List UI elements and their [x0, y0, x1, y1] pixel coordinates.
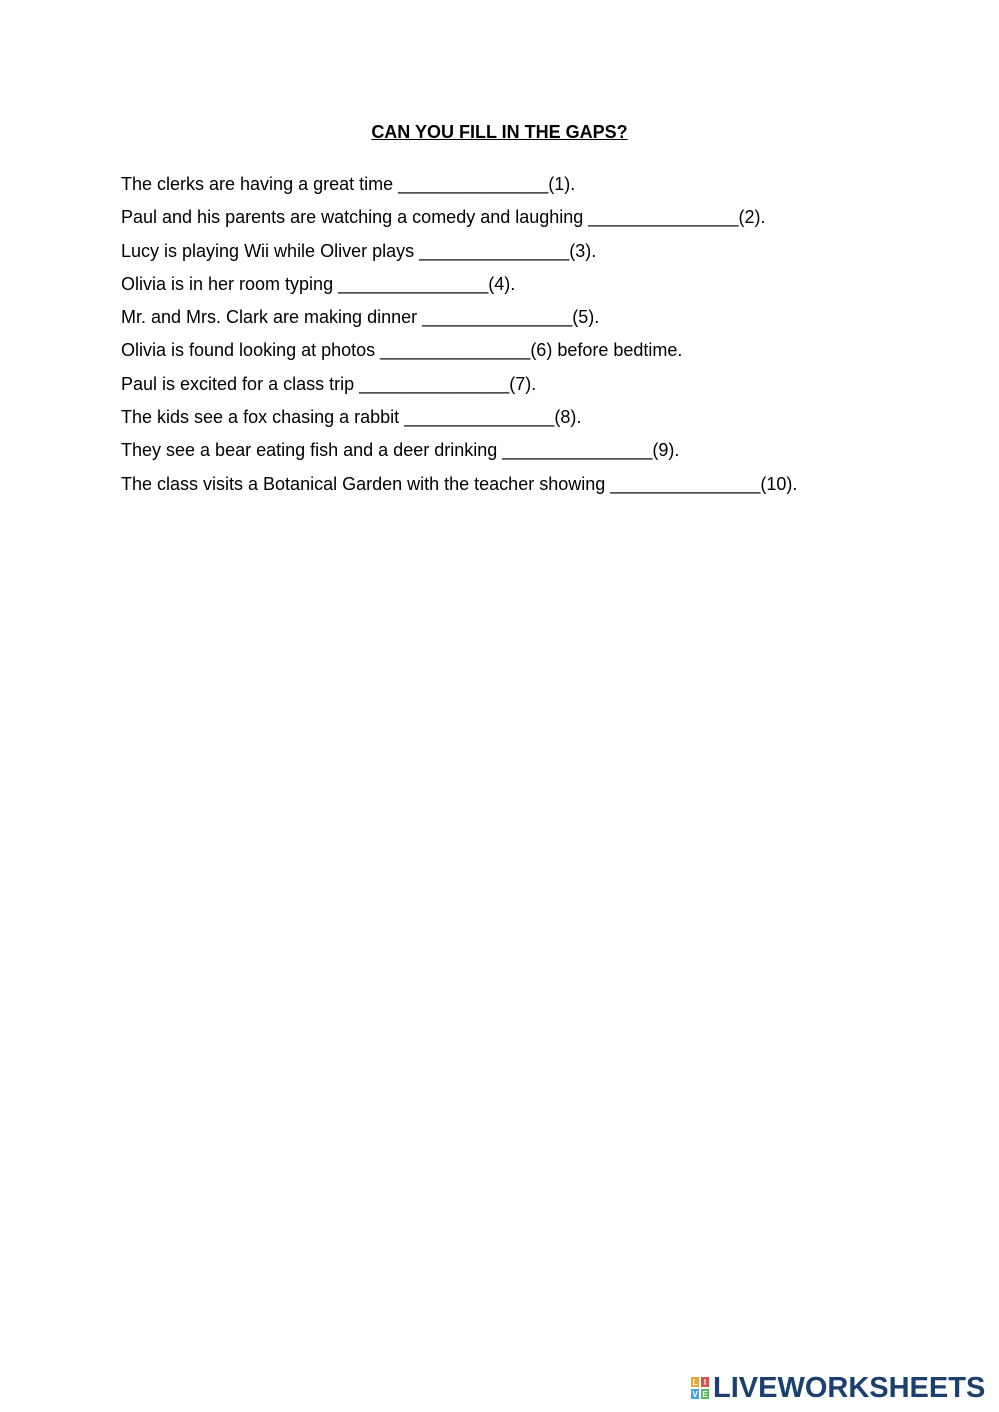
liveworksheets-logo: [690, 1372, 985, 1404]
sentence-9: They see a bear eating fish and a deer drinking _______________(9).: [121, 440, 680, 461]
logo-cell-e: E: [700, 1388, 710, 1400]
sentence-7: Paul is excited for a class trip _______________(7).: [121, 373, 537, 394]
logo-cell-v: V: [690, 1388, 700, 1400]
logo-cell-i: I: [700, 1376, 710, 1388]
sentence-4: Olivia is in her room typing _______________(4).: [121, 273, 516, 294]
logo-text: LIVEWORKSHEETS: [713, 1372, 986, 1404]
sentence-10: The class visits a Botanical Garden with the teacher showing _______________(10).: [121, 473, 798, 494]
logo-cell-l: L: [690, 1376, 700, 1388]
sentence-5: Mr. and Mrs. Clark are making dinner _______________(5).: [121, 307, 600, 328]
sentence-list: [121, 172, 981, 505]
sentence-1: The clerks are having a great time _______________(1).: [121, 174, 576, 194]
sentence-2: Paul and his parents are watching a comedy and laughing _______________(2).: [121, 207, 766, 228]
logo-grid-icon: [690, 1376, 710, 1400]
page-title: CAN YOU FILL IN THE GAPS?: [371, 122, 628, 142]
sentence-6: Olivia is found looking at photos _______________(6) before bedtime.: [121, 340, 683, 361]
sentence-3: Lucy is playing Wii while Oliver plays _______________(3).: [121, 240, 597, 261]
sentence-8: The kids see a fox chasing a rabbit _______________(8).: [121, 407, 582, 428]
